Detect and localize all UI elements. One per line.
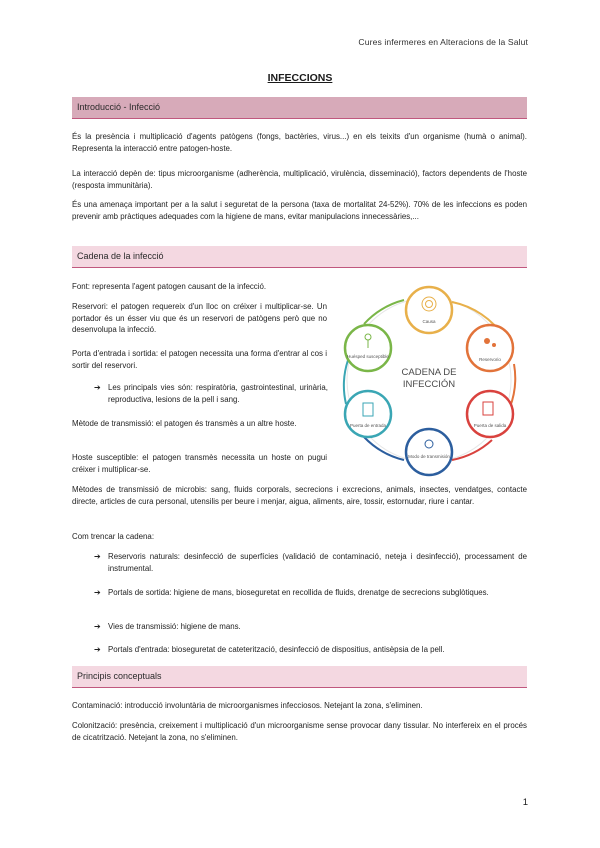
intro-paragraph-2: La interacció depèn de: tipus microorganisme (adherència, multiplicació, virulència, disseminació), factors dependents de l'hoste (resposta immunitària). — [72, 169, 527, 190]
break-bullet-3-text: Vies de transmissió: higiene de mans. — [108, 622, 241, 631]
break-bullet-2-text: Portals de sortida: higiene de mans, bioseguretat en recollida de fluids, drenatge de secrecions subglòtiques. — [108, 588, 489, 597]
arrow-bullet-icon: ➔ — [94, 645, 101, 654]
break-bullet-4-text: Portals d'entrada: bioseguretat de cateterització, desinfecció de dispositius, antisèpsia de la pell. — [108, 645, 445, 654]
node-transmision — [406, 429, 452, 475]
bacteria-icon — [484, 338, 490, 344]
diagram-title-line-1: CADENA DE — [401, 367, 457, 378]
running-header: Cures infermeres en Alteracions de la Salut — [358, 37, 528, 47]
node-huesped — [345, 325, 391, 371]
node-entrada — [345, 391, 391, 437]
chain-porta-paragraph: Porta d'entrada i sortida: el patogen necessita una forma d'entrar al cos i sortir del reservori. — [72, 349, 327, 370]
intro-paragraph-1: És la presència i multiplicació d'agents patògens (fongs, bactèries, virus...) en els teixits d'un organisme (humà o animal). Representa la interacció entre patogen-hoste. — [72, 132, 527, 153]
break-bullet-1 — [94, 551, 527, 574]
section-heading-chain: Cadena de la infecció — [72, 246, 527, 268]
node-causa — [406, 287, 452, 333]
chain-break-intro: Com trencar la cadena: — [72, 532, 155, 541]
break-bullet-2 — [94, 587, 527, 599]
chain-font-paragraph: Font: representa l'agent patogen causant de la infecció. — [72, 282, 267, 291]
infection-chain-diagram — [332, 282, 527, 478]
chain-reservori-paragraph: Reservori: el patogen requereix d'un lloc on créixer i multiplicar-se. Un portador és un ésser viu que és un reservori de patògens però que no desenvolupa la infecció. — [72, 302, 327, 335]
principis-contaminacio: Contaminació: introducció involuntària de microorganismes infecciosos. Netejant la zona, s'eliminen. — [72, 701, 423, 710]
node-salida-label: Puerta de salida — [473, 423, 507, 428]
node-entrada-label: Puerta de entrada — [349, 423, 387, 428]
node-reservorio-label: Reservorio — [479, 357, 501, 362]
break-bullet-1-text: Reservoris naturals: desinfecció de superfícies (validació de contaminació, neteja i desinfecció), processament de instrumental. — [108, 552, 527, 573]
intro-paragraph-3: És una amenaça important per a la salut i seguretat de la persona (taxa de mortalitat 24-52%). 70% de les infeccions es poden prevenir amb pràctiques adequades com la higiene de mans, evitar manipulacions innecessàries,... — [72, 200, 527, 221]
chain-metode-paragraph: Mètode de transmissió: el patogen és transmès a un altre hoste. — [72, 419, 297, 428]
principis-colonitzacio: Colonització: presència, creixement i multiplicació d'un microorganisme sense provocar dany tissular. No interfereix en el procés de cicatrització. Netejant la zona, no s'eliminen. — [72, 721, 527, 742]
node-transmision-label: Modo de transmisión — [408, 454, 450, 459]
page-number: 1 — [522, 797, 528, 808]
arrow-bullet-icon: ➔ — [94, 552, 101, 561]
node-reservorio — [467, 325, 513, 371]
node-causa-label: Causa — [422, 319, 436, 324]
chain-transmission-methods-paragraph: Mètodes de transmissió de microbis: sang, fluids corporals, secrecions i excrecions, animals, insectes, vendatges, contacte directe, articles de cura personal, utensilis per beure i menjar, aigua, aliments, aire, tossir, estornudar, riure i cantar. — [72, 485, 527, 506]
chain-vies-text: Les principals vies són: respiratòria, gastrointestinal, urinària, reproductiva, lesions de la pell i sang. — [108, 383, 328, 404]
break-bullet-4 — [94, 644, 527, 656]
document-title: INFECCIONS — [267, 72, 333, 84]
chain-hoste-paragraph: Hoste susceptible: el patogen transmès necessita un hoste on pugui créixer i multiplicar-se. — [72, 453, 327, 474]
node-salida — [467, 391, 513, 437]
node-huesped-label: Huésped susceptible — [347, 354, 389, 359]
arrow-bullet-icon: ➔ — [94, 622, 101, 631]
arrow-bullet-icon: ➔ — [94, 588, 101, 597]
section-heading-intro: Introducció - Infecció — [72, 97, 527, 119]
arrow-bullet-icon: ➔ — [94, 383, 101, 392]
chain-vies-bullet — [94, 382, 328, 405]
section-heading-principis: Principis conceptuals — [72, 666, 527, 688]
diagram-title-line-2: INFECCIÓN — [402, 379, 456, 390]
break-bullet-3 — [94, 621, 527, 633]
